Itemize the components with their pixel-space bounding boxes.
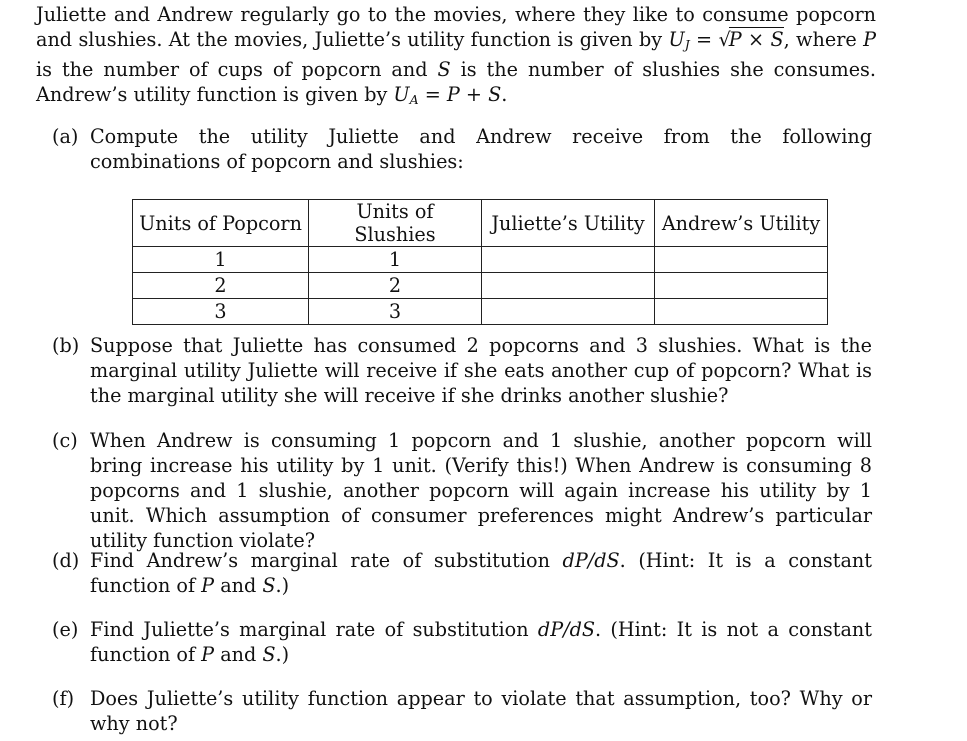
- question-d-text-1: Find Andrew’s marginal rate of substitution: [90, 549, 563, 572]
- question-e-p-var: P: [201, 643, 215, 666]
- question-c-text: When Andrew is consuming 1 popcorn and 1 slushie, another popcorn will bring increase his utility by 1 unit. (Verify this!) When Andrew is consuming 8 popcorns and 1 slushie, another popcorn will again increase his utility by 1 unit. Which assumption of consumer preferences might Andrew’s particular utility function violate?: [90, 429, 872, 552]
- juliette-utility-symbol: U: [668, 28, 685, 51]
- question-d-math: dP/dS: [562, 549, 620, 572]
- intro-text-3: is the number of cups of popcorn and: [36, 58, 438, 81]
- question-f-text: Does Juliette’s utility function appear to violate that assumption, too? Why or why not?: [90, 687, 872, 735]
- juliette-utility-equals: =: [689, 28, 719, 51]
- table-row: [133, 299, 828, 325]
- cell-popcorn: 2: [133, 273, 309, 299]
- andrew-utility-subscript: A: [409, 92, 419, 107]
- slushie-variable: S: [437, 58, 451, 81]
- question-d: [52, 548, 872, 598]
- question-b-text: Suppose that Juliette has consumed 2 popcorns and 3 slushies. What is the marginal utility Juliette will receive if she eats another cup of popcorn? What is the marginal utility she will receive if she drinks another slushie?: [90, 334, 872, 407]
- cell-andrew-utility: [655, 273, 828, 299]
- question-b-label: (b): [52, 334, 80, 357]
- intro-text-4: is the number of slushies she consumes. Andrew’s utility function is given by: [36, 58, 876, 106]
- question-e-text: [90, 617, 872, 667]
- juliette-utility-subscript: J: [684, 37, 690, 52]
- question-d-s-var: S: [262, 574, 276, 597]
- question-a-text: Compute the utility Juliette and Andrew receive from the following combinations of popcorn and slushies:: [90, 125, 872, 173]
- cell-popcorn: 1: [133, 247, 309, 273]
- sqrt-argument: P × S: [728, 28, 784, 51]
- cell-slushies: 1: [309, 247, 482, 273]
- header-juliette-utility: Juliette’s Utility: [482, 200, 655, 247]
- andrew-utility-rhs: = P + S: [418, 83, 502, 106]
- cell-andrew-utility: [655, 299, 828, 325]
- cell-juliette-utility: [482, 247, 655, 273]
- question-c-label: (c): [52, 429, 78, 452]
- question-f-label: (f): [52, 687, 75, 710]
- sqrt-sign: √: [718, 28, 731, 51]
- andrew-utility-symbol: U: [393, 83, 410, 106]
- cell-juliette-utility: [482, 299, 655, 325]
- question-d-text: [90, 548, 872, 598]
- question-a: [52, 124, 872, 174]
- intro-text-2: , where: [783, 28, 864, 51]
- question-a-label: (a): [52, 125, 79, 148]
- question-e-text-4: .): [275, 643, 290, 666]
- question-e: [52, 617, 872, 667]
- question-f: [52, 686, 872, 736]
- table-row: [133, 247, 828, 273]
- question-e-math: dP/dS: [537, 618, 596, 641]
- question-e-text-3: and: [214, 643, 263, 666]
- question-e-label: (e): [52, 618, 79, 641]
- question-d-p-var: P: [201, 574, 215, 597]
- header-units-slushies: Units of Slushies: [309, 200, 482, 247]
- intro-paragraph: [36, 2, 876, 112]
- popcorn-variable: P: [863, 28, 876, 51]
- header-andrew-utility: Andrew’s Utility: [655, 200, 828, 247]
- question-d-text-4: .): [275, 574, 290, 597]
- cell-andrew-utility: [655, 247, 828, 273]
- cell-juliette-utility: [482, 273, 655, 299]
- intro-text-1: Juliette and Andrew regularly go to the movies, where they like to consume popcorn and slushies. At the movies, Juliette’s utility function is given by: [36, 3, 876, 51]
- question-d-text-3: and: [214, 574, 263, 597]
- cell-slushies: 2: [309, 273, 482, 299]
- question-d-label: (d): [52, 549, 80, 572]
- question-d-text-2: . (Hint: It is a constant function of: [90, 549, 872, 597]
- utility-table: [132, 199, 828, 325]
- question-e-text-1: Find Juliette’s marginal rate of substitution: [90, 618, 538, 641]
- question-e-s-var: S: [262, 643, 276, 666]
- cell-popcorn: 3: [133, 299, 309, 325]
- header-units-popcorn: Units of Popcorn: [133, 200, 309, 247]
- table-header-row: [133, 200, 828, 247]
- question-b: [52, 333, 872, 408]
- cell-slushies: 3: [309, 299, 482, 325]
- table-row: [133, 273, 828, 299]
- question-c: [52, 428, 872, 553]
- question-e-text-2: . (Hint: It is not a constant function of: [90, 618, 872, 666]
- intro-text-5: .: [501, 83, 508, 106]
